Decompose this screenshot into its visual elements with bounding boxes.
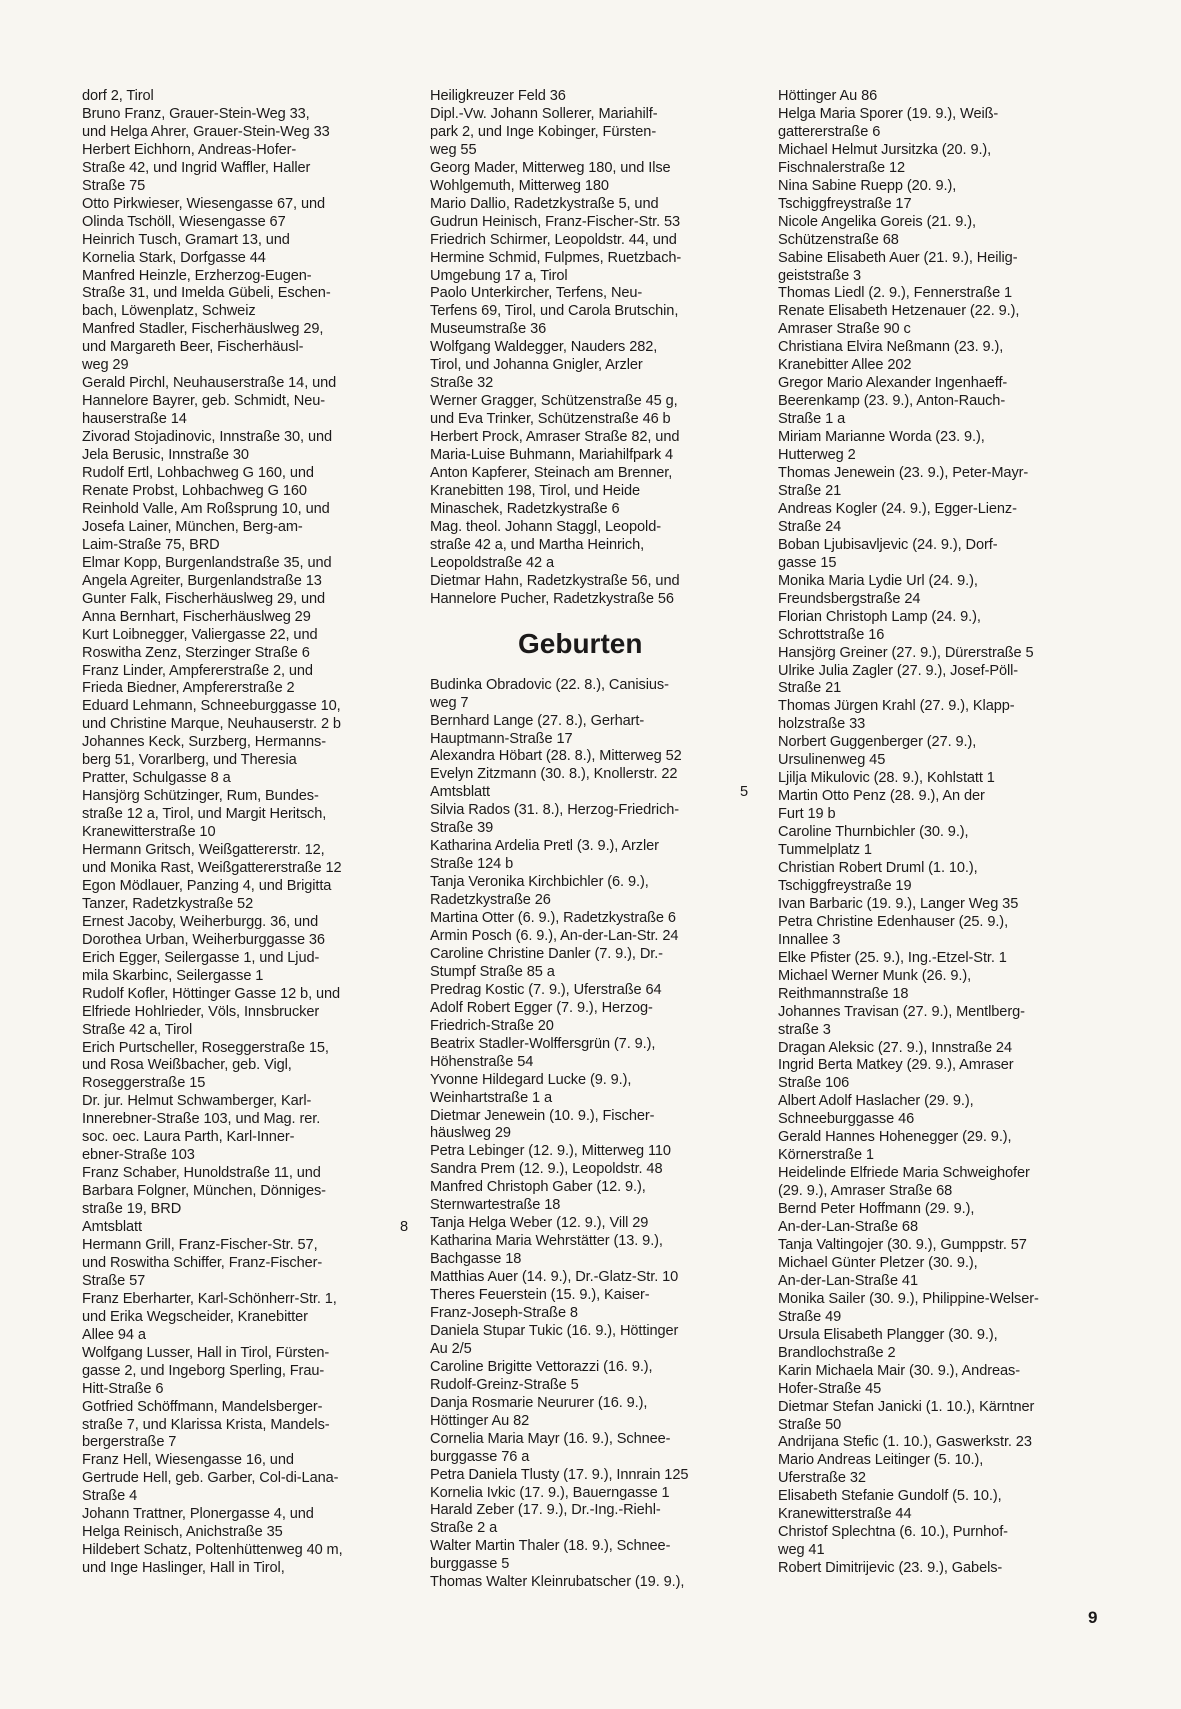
column-3 bbox=[778, 88, 1113, 1578]
section-heading-births: Geburten bbox=[518, 627, 643, 659]
birth-entries-a: Budinka Obradovic (22. 8.), Canisius- weg 7 Bernhard Lange (27. 8.), Gerhart- Hauptmann-Straße 17 Alexandra Höbart (28. 8.), Mitterweg 52 Evelyn Zitzmann (30. 8.), Knollerstr. 22 bbox=[430, 676, 682, 783]
birth-entries-c: Höttinger Au 86 Helga Maria Sporer (19. 9.), Weiß- gattererstraße 6 Michael Helmut Jursitzka (20. 9.), Fischnalerstraße 12 Nina Sabine Ruepp (20. 9.), Tschiggfreystraße 17 Nicole Angelika Goreis (21. 9.), Schützenstraße 68 Sabine Elisabeth Auer (21. 9.), Heilig- geiststraße 3 Thomas Liedl (2. 9.), Fennerstraße 1 Renate Elisabeth Hetzenauer (22. 9.), Amraser Straße 90 c Christiana Elvira Neßmann (23. 9.), Kranebitter Allee 202 Gregor Mario Alexander Ingenhaeff- Beerenkamp (23. 9.), Anton-Rauch- Straße 1 a Miriam Marianne Worda (23. 9.), Hutterweg 2 Thomas Jenewein (23. 9.), Peter-Mayr- Straße 21 Andreas Kogler (24. 9.), Egger-Lienz- Straße 24 Boban Ljubisavljevic (24. 9.), Dorf- gasse 15 Monika Maria Lydie Url (24. 9.), Freundsbergstraße 24 Florian Christoph Lamp (24. 9.), Schrottstraße 16 Hansjörg Greiner (27. 9.), Dürerstraße 5 Ulrike Julia Zagler (27. 9.), Josef-Pöll- Straße 21 Thomas Jürgen Krahl (27. 9.), Klapp- holzstraße 33 Norbert Guggenberger (27. 9.), Ursulinenweg 45 Ljilja Mikulovic (28. 9.), Kohlstatt 1 Martin Otto Penz (28. 9.), An der Furt 19 b Caroline Thurnbichler (30. 9.), Tummelplatz 1 Christian Robert Druml (1. 10.), Tschiggfreystraße 19 Ivan Barbaric (19. 9.), Langer Weg 35 Petra Christine Edenhauser (25. 9.), Innallee 3 Elke Pfister (25. 9.), Ing.-Etzel-Str. 1 Michael Werner Munk (26. 9.), Reithmannstraße 18 Johannes Travisan (27. 9.), Mentlberg- straße 3 Dragan Aleksic (27. 9.), Innstraße 24 Ingrid Berta Matkey (29. 9.), Amraser Straße 106 Albert Adolf Haslacher (29. 9.), Schneeburggasse 46 Gerald Hannes Hohenegger (29. 9.), Körnerstraße 1 Heidelinde Elfriede Maria Schweighofer (29. 9.), Amraser Straße 68 Bernd Peter Hoffmann (29. 9.), An-der-Lan-Straße 68 Tanja Valtingojer (30. 9.), Gumppstr. 57 Michael Günter Pletzer (30. 9.), An-der-Lan-Straße 41 Monika Sailer (30. 9.), Philippine-Welser- Straße 49 Ursula Elisabeth Plangger (30. 9.), Brandlochstraße 2 Karin Michaela Mair (30. 9.), Andreas- Hofer-Straße 45 Dietmar Stefan Janicki (1. 10.), Kärntner Straße 50 Andrijana Stefic (1. 10.), Gaswerkstr. 23 Mario Andreas Leitinger (5. 10.), Uferstraße 32 Elisabeth Stefanie Gundolf (5. 10.), Kranewitterstraße 44 Christof Splechtna (6. 10.), Purnhof- weg 41 Robert Dimitrijevic (23. 9.), Gabels- bbox=[778, 88, 1039, 1577]
amtsblatt-reference bbox=[82, 1219, 408, 1237]
amtsblatt-page: 8 bbox=[399, 1219, 408, 1236]
amtsblatt-label: Amtsblatt bbox=[430, 784, 490, 801]
column-1 bbox=[82, 88, 408, 1578]
marriage-entries-c: Heiligkreuzer Feld 36 Dipl.-Vw. Johann Sollerer, Mariahilf- park 2, und Inge Kobinger, Fürsten- weg 55 Georg Mader, Mitterweg 180, und Ilse Wohlgemuth, Mitterweg 180 Mario Dallio, Radetzkystraße 5, und Gudrun Heinisch, Franz-Fischer-Str. 53 Friedrich Schirmer, Leopoldstr. 44, und Hermine Schmid, Fulpmes, Ruetzbach- Umgebung 17 a, Tirol Paolo Unterkircher, Terfens, Neu- Terfens 69, Tirol, und Carola Brutschin, Museumstraße 36 Wolfgang Waldegger, Nauders 282, Tirol, und Johanna Gnigler, Arzler Straße 32 Werner Gragger, Schützenstraße 45 g, und Eva Trinker, Schützenstraße 46 b Herbert Prock, Amraser Straße 82, und Maria-Luise Buhmann, Mariahilfpark 4 Anton Kapferer, Steinach am Brenner, Kranebitten 198, Tirol, und Heide Minaschek, Radetzkystraße 6 Mag. theol. Johann Staggl, Leopold- straße 42 a, und Martha Heinrich, Leopoldstraße 42 a Dietmar Hahn, Radetzkystraße 56, und Hannelore Pucher, Radetzkystraße 56 bbox=[430, 88, 682, 607]
amtsblatt-page: 5 bbox=[739, 784, 748, 801]
marriage-entries-a: dorf 2, Tirol Bruno Franz, Grauer-Stein-Weg 33, und Helga Ahrer, Grauer-Stein-Weg 33 Herbert Eichhorn, Andreas-Hofer- Straße 42, und Ingrid Waffler, Haller Straße 75 Otto Pirkwieser, Wiesengasse 67, und Olinda Tschöll, Wiesengasse 67 Heinrich Tusch, Gramart 13, und Kornelia Stark, Dorfgasse 44 Manfred Heinzle, Erzherzog-Eugen- Straße 31, und Imelda Gübeli, Eschen- bach, Löwenplatz, Schweiz Manfred Stadler, Fischerhäuslweg 29, und Margareth Beer, Fischerhäusl- weg 29 Gerald Pirchl, Neuhauserstraße 14, und Hannelore Bayrer, geb. Schmidt, Neu- hauserstraße 14 Zivorad Stojadinovic, Innstraße 30, und Jela Berusic, Innstraße 30 Rudolf Ertl, Lohbachweg G 160, und Renate Probst, Lohbachweg G 160 Reinhold Valle, Am Roßsprung 10, und Josefa Lainer, München, Berg-am- Laim-Straße 75, BRD Elmar Kopp, Burgenlandstraße 35, und Angela Agreiter, Burgenlandstraße 13 Gunter Falk, Fischerhäuslweg 29, und Anna Bernhart, Fischerhäuslweg 29 Kurt Loibnegger, Valiergasse 22, und Roswitha Zenz, Sterzinger Straße 6 Franz Linder, Ampfererstraße 2, und Frieda Biedner, Ampfererstraße 2 Eduard Lehmann, Schneeburggasse 10, und Christine Marque, Neuhauserstr. 2 b Johannes Keck, Surzberg, Hermanns- berg 51, Vorarlberg, und Theresia Pratter, Schulgasse 8 a Hansjörg Schützinger, Rum, Bundes- straße 12 a, Tirol, und Margit Heritsch, Kranewitterstraße 10 Hermann Gritsch, Weißgattererstr. 12, und Monika Rast, Weißgattererstraße 12 Egon Mödlauer, Panzing 4, und Brigitta Tanzer, Radetzkystraße 52 Ernest Jacoby, Weiherburgg. 36, und Dorothea Urban, Weiherburggasse 36 Erich Egger, Seilergasse 1, und Ljud- mila Skarbinc, Seilergasse 1 Rudolf Kofler, Höttinger Gasse 12 b, und Elfriede Hohlrieder, Völs, Innsbrucker Straße 42 a, Tirol Erich Purtscheller, Roseggerstraße 15, und Rosa Weißbacher, geb. Vigl, Roseggerstraße 15 Dr. jur. Helmut Schwamberger, Karl- Innerebner-Straße 103, und Mag. rer. soc. oec. Laura Parth, Karl-Inner- ebner-Straße 103 Franz Schaber, Hunoldstraße 11, und Barbara Folgner, München, Dönniges- straße 19, BRD bbox=[82, 88, 342, 1218]
page-number: 9 bbox=[1088, 1608, 1098, 1627]
amtsblatt-reference bbox=[430, 784, 748, 802]
birth-entries-b: Silvia Rados (31. 8.), Herzog-Friedrich- Straße 39 Katharina Ardelia Pretl (3. 9.), Arzler Straße 124 b Tanja Veronika Kirchbichler (6. 9.), Radetzkystraße 26 Martina Otter (6. 9.), Radetzkystraße 6 Armin Posch (6. 9.), An-der-Lan-Str. 24 Caroline Christine Danler (7. 9.), Dr.- Stumpf Straße 85 a Predrag Kostic (7. 9.), Uferstraße 64 Adolf Robert Egger (7. 9.), Herzog- Friedrich-Straße 20 Beatrix Stadler-Wolffersgrün (7. 9.), Höhenstraße 54 Yvonne Hildegard Lucke (9. 9.), Weinhartstraße 1 a Dietmar Jenewein (10. 9.), Fischer- häuslweg 29 Petra Lebinger (12. 9.), Mitterweg 110 Sandra Prem (12. 9.), Leopoldstr. 48 Manfred Christoph Gaber (12. 9.), Sternwartestraße 18 Tanja Helga Weber (12. 9.), Vill 29 Katharina Maria Wehrstätter (13. 9.), Bachgasse 18 Matthias Auer (14. 9.), Dr.-Glatz-Str. 10 Theres Feuerstein (15. 9.), Kaiser- Franz-Joseph-Straße 8 Daniela Stupar Tukic (16. 9.), Höttinger Au 2/5 Caroline Brigitte Vettorazzi (16. 9.), Rudolf-Greinz-Straße 5 Danja Rosmarie Neururer (16. 9.), Höttinger Au 82 Cornelia Maria Mayr (16. 9.), Schnee- burggasse 76 a Petra Daniela Tlusty (17. 9.), Innrain 125 Kornelia Ivkic (17. 9.), Bauerngasse 1 Harald Zeber (17. 9.), Dr.-Ing.-Riehl- Straße 2 a Walter Martin Thaler (18. 9.), Schnee- burggasse 5 Thomas Walter Kleinrubatscher (19. 9.), bbox=[430, 802, 689, 1591]
column-2 bbox=[430, 88, 748, 1592]
amtsblatt-label: Amtsblatt bbox=[82, 1219, 142, 1236]
marriage-entries-b: Hermann Grill, Franz-Fischer-Str. 57, und Roswitha Schiffer, Franz-Fischer- Straße 57 Franz Eberharter, Karl-Schönherr-Str. 1, und Erika Wegscheider, Kranebitter Allee 94 a Wolfgang Lusser, Hall in Tirol, Fürsten- gasse 2, und Ingeborg Sperling, Frau- Hitt-Straße 6 Gotfried Schöffmann, Mandelsberger- straße 7, und Klarissa Krista, Mandels- bergerstraße 7 Franz Hell, Wiesengasse 16, und Gertrude Hell, geb. Garber, Col-di-Lana- Straße 4 Johann Trattner, Plonergasse 4, und Helga Reinisch, Anichstraße 35 Hildebert Schatz, Poltenhüttenweg 40 m, und Inge Haslinger, Hall in Tirol, bbox=[82, 1237, 343, 1577]
